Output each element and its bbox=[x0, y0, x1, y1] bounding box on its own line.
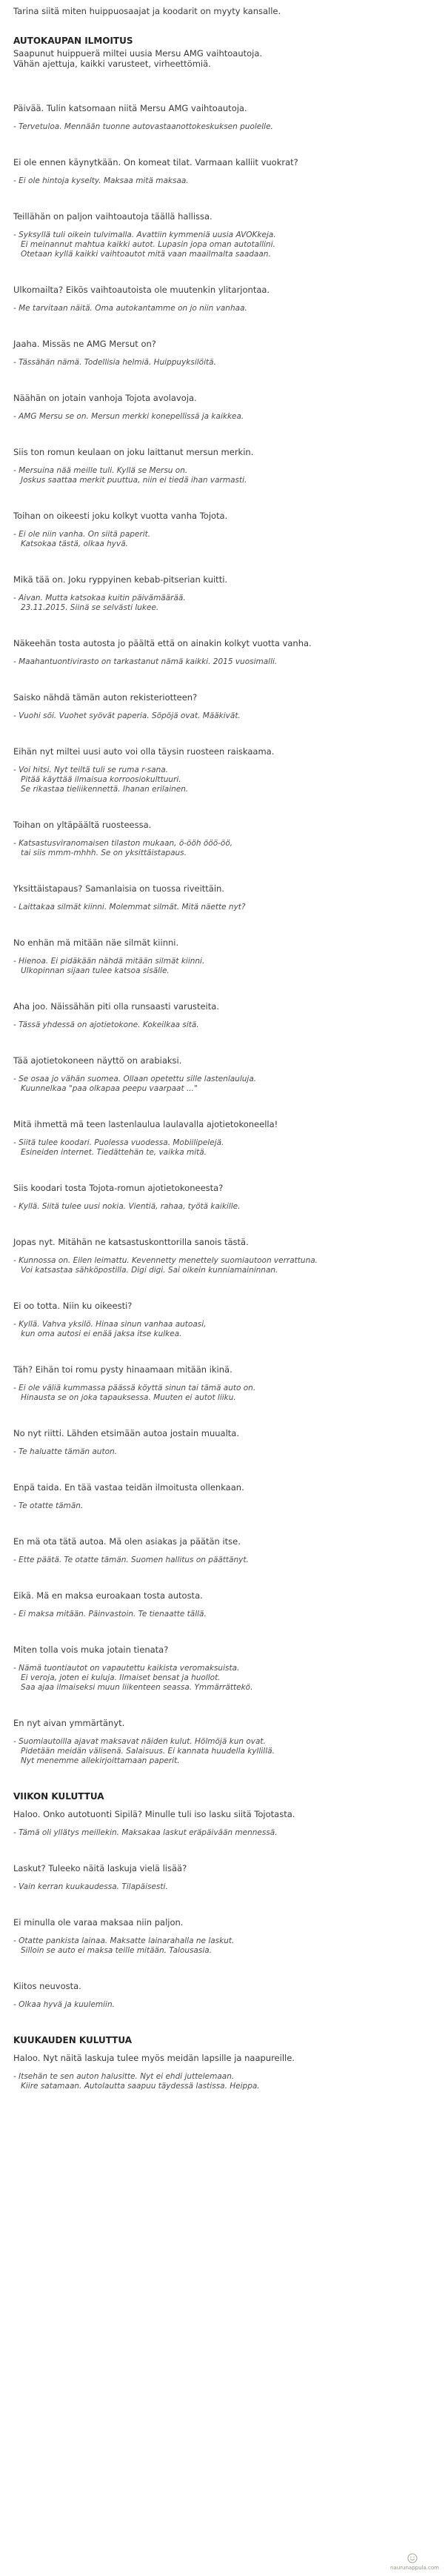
dialogue-exchange bbox=[13, 103, 435, 132]
dialogue-exchange bbox=[13, 511, 435, 549]
seller-reply-line: - Ei ole hintoja kyselty. Maksaa mitä maksaa. bbox=[13, 176, 189, 185]
watermark-text: naurunappula.com bbox=[390, 2565, 439, 2571]
seller-reply-line: - Tervetuloa. Mennään tuonne autovastaanottokeskuksen puolelle. bbox=[13, 122, 273, 131]
dialogue-exchange bbox=[13, 937, 435, 976]
watermark-logo-icon bbox=[407, 2553, 418, 2563]
seller-reply bbox=[13, 1737, 435, 1766]
dialogue-exchange bbox=[13, 574, 435, 613]
ad-body bbox=[13, 48, 435, 69]
customer-line: En nyt aivan ymmärtänyt. bbox=[13, 1718, 125, 1728]
customer-line: Tää ajotietokoneen näyttö on arabiaksi. bbox=[13, 1055, 182, 1066]
seller-reply bbox=[13, 1447, 435, 1457]
seller-reply bbox=[13, 1828, 435, 1838]
dialogue-exchange bbox=[13, 1001, 435, 1030]
seller-reply bbox=[13, 1256, 435, 1275]
dialogue-exchange bbox=[13, 1364, 435, 1403]
customer-line: Haloo. Nyt näitä laskuja tulee myös meidän lapsille ja naapureille. bbox=[13, 2053, 295, 2063]
customer-line: Miten tolla vois muka jotain tienata? bbox=[13, 1644, 169, 1655]
dialogue-exchange bbox=[13, 1237, 435, 1275]
customer-line: Siis koodari tosta Tojota-romun ajotietokoneesta? bbox=[13, 1183, 224, 1193]
dialogue-exchange bbox=[13, 1917, 435, 1956]
seller-reply-line: - Itsehän te sen auton halusitte. Nyt ei ehdi juttelemaan. bbox=[13, 2072, 235, 2081]
seller-reply-line: Nyt menemme allekirjoittamaan paperit. bbox=[21, 1756, 180, 1765]
seller-reply-line: - Syksyllä tuli oikein tulvimalla. Avattiin kymmeniä uusia AVOKkeja. bbox=[13, 230, 276, 239]
customer-line: Eihän nyt miltei uusi auto voi olla täysin ruosteen raiskaama. bbox=[13, 746, 275, 757]
dialogue-exchange bbox=[13, 883, 435, 912]
dialogue-exchange bbox=[13, 1119, 435, 1158]
dialogue-exchange bbox=[13, 1590, 435, 1619]
ad-body-line: Saapunut huippuerä miltei uusia Mersu AMG vaihtoautoja. bbox=[13, 48, 263, 59]
customer-line: Mitä ihmettä mä teen lastenlaulua laulavalla ajotietokoneella! bbox=[13, 1119, 278, 1129]
intro-text: Tarina siitä miten huippuosaajat ja koodarit on myyty kansalle. bbox=[13, 6, 281, 16]
seller-reply bbox=[13, 530, 435, 549]
seller-reply-line: Pitää käyttää ilmaisua korroosiokulttuuri. bbox=[21, 775, 181, 784]
seller-reply-line: - AMG Mersu se on. Mersun merkki konepellissä ja kaikkea. bbox=[13, 412, 244, 421]
seller-reply-line: - Hienoa. Ei pidäkään nähdä mitään silmät kiinni. bbox=[13, 957, 205, 966]
ad-body-line: Vähän ajettuja, kaikki varusteet, virheettömiä. bbox=[13, 59, 211, 69]
dialogue-exchange bbox=[13, 1183, 435, 1212]
customer-line: Toihan on yltäpäältä ruosteessa. bbox=[13, 820, 152, 830]
seller-reply bbox=[13, 2072, 435, 2091]
sections bbox=[13, 36, 435, 2091]
dialogue-exchange bbox=[13, 447, 435, 485]
seller-reply-line: Otetaan kyllä kaikki vaihtoautot mitä vaan maailmalta saadaan. bbox=[21, 250, 271, 259]
seller-reply-line: - Vain kerran kuukaudessa. Tilapäisesti. bbox=[13, 1882, 168, 1891]
customer-line: Laskut? Tuleeko näitä laskuja vielä lisää? bbox=[13, 1863, 187, 1873]
seller-reply-line: - Kyllä. Vahva yksilö. Hinaa sinun vanhaa autoasi, bbox=[13, 1320, 207, 1329]
seller-reply bbox=[13, 1202, 435, 1212]
seller-reply-line: - Mersuina nää meille tuli. Kyllä se Mersu on. bbox=[13, 466, 188, 475]
seller-reply-line: - Vuohi söi. Vuohet syövät paperia. Söpöjä ovat. Määkivät. bbox=[13, 711, 241, 720]
seller-reply bbox=[13, 839, 435, 858]
section-heading: KUUKAUDEN KULUTTUA bbox=[13, 2035, 133, 2045]
dialogue-exchange bbox=[13, 339, 435, 368]
seller-reply-line: Saa ajaa ilmaiseksi muun liikenteen seassa. Ymmärrättekö. bbox=[21, 1683, 253, 1692]
dialogue-exchange bbox=[13, 285, 435, 313]
seller-reply bbox=[13, 711, 435, 721]
dialogue-exchange bbox=[13, 638, 435, 667]
dialogue-exchange bbox=[13, 1981, 435, 2010]
customer-line: En mä ota tätä autoa. Mä olen asiakas ja päätän itse. bbox=[13, 1536, 241, 1547]
customer-line: Aha joo. Näissähän piti olla runsaasti varusteita. bbox=[13, 1001, 219, 1012]
customer-line: Yksittäistapaus? Samanlaisia on tuossa riveittäin. bbox=[13, 883, 224, 894]
seller-reply bbox=[13, 1138, 435, 1158]
seller-reply-line: - Aivan. Mutta katsokaa kuitin päivämäärää. bbox=[13, 594, 186, 602]
dialogue-exchange bbox=[13, 1482, 435, 1511]
seller-reply bbox=[13, 122, 435, 132]
seller-reply-line: Voi katsastaa sähköpostilla. Digi digi. Sai oikein kunniamaininnan. bbox=[21, 1266, 278, 1275]
customer-line: Näkeehän tosta autosta jo päältä että on ainakin kolkyt vuotta vanha. bbox=[13, 638, 312, 648]
seller-reply-line: Joskus saattaa merkit puuttua, niin ei tiedä ihan varmasti. bbox=[21, 476, 247, 485]
seller-reply-line: - Ei maksa mitään. Päinvastoin. Te tienaatte tällä. bbox=[13, 1610, 207, 1619]
section bbox=[13, 2035, 435, 2091]
customer-line: Kiitos neuvosta. bbox=[13, 1981, 81, 1991]
seller-reply bbox=[13, 304, 435, 313]
document bbox=[13, 6, 435, 2117]
seller-reply bbox=[13, 1075, 435, 1094]
seller-reply-line: - Otatte pankista lainaa. Maksatte lainarahalla ne laskut. bbox=[13, 1936, 235, 1945]
seller-reply-line: - Ei ole väliä kummassa päässä köyttä sinun tai tämä auto on. bbox=[13, 1384, 256, 1392]
seller-reply bbox=[13, 766, 435, 794]
dialogue-exchange bbox=[13, 1644, 435, 1693]
customer-line: Saisko nähdä tämän auton rekisteriotteen? bbox=[13, 692, 198, 703]
dialogue-exchange bbox=[13, 1809, 435, 1838]
customer-line: Mikä tää on. Joku ryppyinen kebab-pitserian kuitti. bbox=[13, 574, 228, 585]
seller-reply bbox=[13, 1610, 435, 1619]
seller-reply-line: - Kunnossa on. Eilen leimattu. Kevennetty menettely suomiautoon verrattuna. bbox=[13, 1256, 318, 1265]
seller-reply-line: - Suomiautoilla ajavat maksavat näiden kulut. Hölmöjä kun ovat. bbox=[13, 1737, 266, 1746]
seller-reply-line: - Tässä yhdessä on ajotietokone. Kokeilkaa sitä. bbox=[13, 1020, 199, 1029]
seller-reply bbox=[13, 957, 435, 976]
seller-reply-line: - Kyllä. Siitä tulee uusi nokia. Vientiä, rahaa, työtä kaikille. bbox=[13, 1202, 241, 1211]
seller-reply-line: 23.11.2015. Siinä se selvästi lukee. bbox=[21, 603, 159, 612]
customer-line: Teillähän on paljon vaihtoautoja täällä hallissa. bbox=[13, 211, 213, 222]
seller-reply-line: Hinausta se on joka tapauksessa. Muuten ei autot liiku. bbox=[21, 1393, 236, 1402]
dialogue-exchange bbox=[13, 393, 435, 422]
seller-reply bbox=[13, 594, 435, 613]
seller-reply bbox=[13, 358, 435, 368]
seller-reply bbox=[13, 176, 435, 186]
seller-reply-line: Se rikastaa tieliikennettä. Ihanan erilainen. bbox=[21, 785, 189, 794]
seller-reply bbox=[13, 466, 435, 485]
seller-reply-line: - Maahantuontivirasto on tarkastanut nämä kaikki. 2015 vuosimalli. bbox=[13, 657, 278, 666]
seller-reply bbox=[13, 1020, 435, 1030]
dialogue-exchange bbox=[13, 746, 435, 794]
seller-reply bbox=[13, 1556, 435, 1565]
customer-line: Ei oo totta. Niin ku oikeesti? bbox=[13, 1301, 133, 1311]
section-heading: AUTOKAUPAN ILMOITUS bbox=[13, 36, 133, 46]
customer-line: Ei minulla ole varaa maksaa niin paljon. bbox=[13, 1917, 184, 1928]
customer-line: No enhän mä mitään näe silmät kiinni. bbox=[13, 937, 179, 948]
seller-reply-line: - Me tarvitaan näitä. Oma autokantamme on jo niin vanhaa. bbox=[13, 304, 247, 313]
seller-reply bbox=[13, 1664, 435, 1693]
seller-reply-line: - Olkaa hyvä ja kuulemiin. bbox=[13, 2000, 115, 2009]
seller-reply-line: - Te haluatte tämän auton. bbox=[13, 1447, 117, 1456]
seller-reply bbox=[13, 1501, 435, 1511]
seller-reply-line: - Voi hitsi. Nyt teiltä tuli se ruma r-sana. bbox=[13, 766, 168, 774]
customer-line: Enpä taida. En tää vastaa teidän ilmoitusta ollenkaan. bbox=[13, 1482, 244, 1493]
dialogue-exchange bbox=[13, 1863, 435, 1892]
seller-reply-line: Ulkopinnan sijaan tulee katsoa sisälle. bbox=[21, 966, 170, 975]
dialogue-exchange bbox=[13, 1055, 435, 1094]
seller-reply-line: kun oma autosi ei enää jaksa itse kulkea. bbox=[21, 1330, 182, 1338]
seller-reply-line: - Ei ole niin vanha. On siitä paperit. bbox=[13, 530, 151, 539]
dialogue-exchange bbox=[13, 211, 435, 259]
customer-line: Ulkomailta? Eikös vaihtoautoista ole muutenkin ylitarjontaa. bbox=[13, 285, 270, 295]
dialogue-exchange bbox=[13, 1536, 435, 1565]
seller-reply-line: - Ette päätä. Te otatte tämän. Suomen hallitus on päättänyt. bbox=[13, 1556, 249, 1564]
dialogue-exchange bbox=[13, 692, 435, 721]
customer-line: Haloo. Onko autotuonti Sipilä? Minulle tuli iso lasku siitä Tojotasta. bbox=[13, 1809, 295, 1819]
seller-reply bbox=[13, 412, 435, 422]
dialogue-exchange bbox=[13, 2053, 435, 2091]
seller-reply-line: - Tämä oli yllätys meillekin. Maksakaa laskut eräpäivään mennessä. bbox=[13, 1828, 278, 1837]
customer-line: No nyt riitti. Lähden etsimään autoa jostain muualta. bbox=[13, 1428, 240, 1438]
section bbox=[13, 36, 435, 1766]
customer-line: Täh? Eihän toi romu pysty hinaamaan mitään ikinä. bbox=[13, 1364, 232, 1375]
seller-reply bbox=[13, 1882, 435, 1892]
seller-reply-line: tai siis mmm-mhhh. Se on yksittäistapaus. bbox=[21, 849, 187, 857]
seller-reply-line: - Laittakaa silmät kiinni. Molemmat silmät. Mitä näette nyt? bbox=[13, 903, 246, 912]
seller-reply-line: Esineiden internet. Tiedättehän te, vaikka mitä. bbox=[21, 1148, 207, 1157]
section bbox=[13, 1791, 435, 2010]
seller-reply bbox=[13, 230, 435, 259]
seller-reply bbox=[13, 1936, 435, 1956]
section-heading: VIIKON KULUTTUA bbox=[13, 1791, 104, 1802]
seller-reply bbox=[13, 1320, 435, 1339]
customer-line: Päivää. Tulin katsomaan niitä Mersu AMG vaihtoautoja. bbox=[13, 103, 247, 113]
seller-reply-line: - Nämä tuontiautot on vapautettu kaikista veromaksuista. bbox=[13, 1664, 240, 1673]
customer-line: Näähän on jotain vanhoja Tojota avolavoja. bbox=[13, 393, 197, 403]
watermark bbox=[390, 2553, 439, 2572]
seller-reply-line: Pidetään meidän välisenä. Salaisuus. Ei kannata huudella kyllillä. bbox=[21, 1747, 275, 1756]
seller-reply-line: - Te otatte tämän. bbox=[13, 1501, 84, 1510]
customer-line: Siis ton romun keulaan on joku laittanut mersun merkin. bbox=[13, 447, 254, 457]
seller-reply-line: - Katsastusviranomaisen tilaston mukaan, ö-ööh ööö-öö, bbox=[13, 839, 233, 848]
seller-reply-line: Silloin se auto ei maksa teille mitään. Talousasia. bbox=[21, 1946, 213, 1955]
dialogue-exchange bbox=[13, 1301, 435, 1339]
seller-reply-line: Kiire satamaan. Autolautta saapuu täydessä lastissa. Heippa. bbox=[21, 2082, 260, 2091]
dialogue-exchange bbox=[13, 1428, 435, 1457]
dialogue-exchange bbox=[13, 1718, 435, 1766]
customer-line: Jopas nyt. Mitähän ne katsastuskonttorilla sanois tästä. bbox=[13, 1237, 249, 1247]
seller-reply-line: - Siitä tulee koodari. Puolessa vuodessa. Mobiilipelejä. bbox=[13, 1138, 224, 1147]
seller-reply-line: Kuunnelkaa "paa olkapaa peepu vaarpaat ..." bbox=[21, 1084, 198, 1093]
dialogue-exchange bbox=[13, 157, 435, 186]
seller-reply-line: Ei veroja, joten ei kuluja. Ilmaiset bensat ja huollot. bbox=[21, 1673, 221, 1682]
seller-reply-line: Katsokaa tästä, olkaa hyvä. bbox=[21, 540, 128, 548]
seller-reply-line: Ei meinannut mahtua kaikki autot. Lupasin jopa oman autotallini. bbox=[21, 240, 275, 249]
seller-reply bbox=[13, 903, 435, 912]
customer-line: Eikä. Mä en maksa euroakaan tosta autosta. bbox=[13, 1590, 203, 1601]
seller-reply bbox=[13, 657, 435, 667]
seller-reply-line: - Tässähän nämä. Todellisia helmiä. Huippuyksilöitä. bbox=[13, 358, 216, 367]
seller-reply bbox=[13, 2000, 435, 2010]
customer-line: Toihan on oikeesti joku kolkyt vuotta vanha Tojota. bbox=[13, 511, 228, 521]
seller-reply bbox=[13, 1384, 435, 1403]
customer-line: Jaaha. Missäs ne AMG Mersut on? bbox=[13, 339, 156, 349]
seller-reply-line: - Se osaa jo vähän suomea. Ollaan opetettu sille lastenlauluja. bbox=[13, 1075, 257, 1083]
dialogue-exchange bbox=[13, 820, 435, 858]
customer-line: Ei ole ennen käynytkään. On komeat tilat. Varmaan kalliit vuokrat? bbox=[13, 157, 298, 167]
